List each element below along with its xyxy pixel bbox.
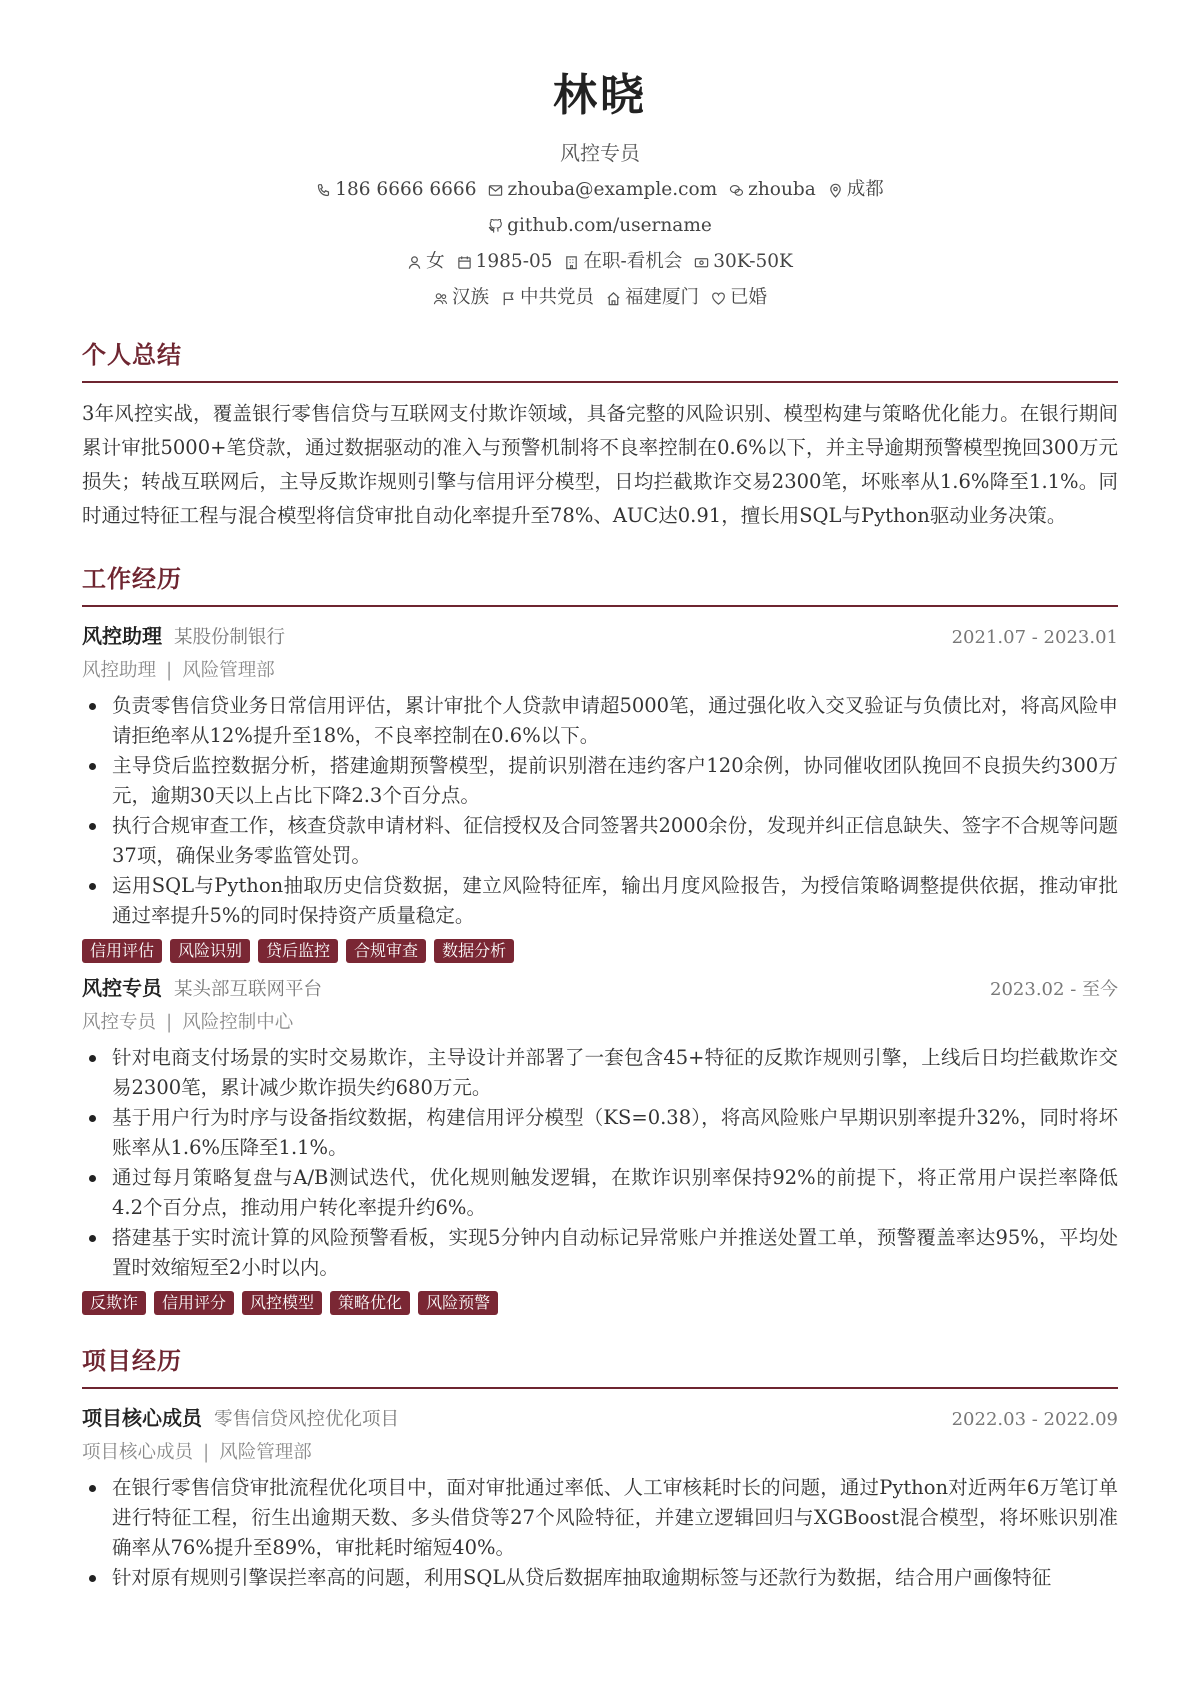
entry-role: 风控助理 xyxy=(82,624,162,648)
skill-tag: 数据分析 xyxy=(434,939,514,963)
money-icon xyxy=(694,255,709,270)
gender-item xyxy=(407,249,445,275)
calendar-icon xyxy=(457,255,472,270)
skill-tag: 风控模型 xyxy=(242,1291,322,1315)
bullet-item: 搭建基于实时流计算的风险预警看板，实现5分钟内自动标记异常账户并推送处置工单，预警覆盖率达95%，平均处置时效缩短至2小时以内。 xyxy=(82,1223,1118,1283)
phone-icon xyxy=(316,183,331,198)
section-title-summary: 个人总结 xyxy=(82,339,1118,383)
skill-tag: 贷后监控 xyxy=(258,939,338,963)
entry-organization: 某股份制银行 xyxy=(174,627,286,648)
bullet-item: 主导贷后监控数据分析，搭建逾期预警模型，提前识别潜在违约客户120余例，协同催收团队挽回不良损失约300万元，逾期30天以上占比下降2.3个百分点。 xyxy=(82,751,1118,811)
entry-role: 风控专员 xyxy=(82,976,162,1000)
entry-department: 风险管理部 xyxy=(182,660,275,681)
skill-tag: 信用评估 xyxy=(82,939,162,963)
entry-date: 2023.02 - 至今 xyxy=(990,979,1118,1000)
bullet-item: 负责零售信贷业务日常信用评估，累计审批个人贷款申请超5000笔，通过强化收入交叉验证与负债比对，将高风险申请拒绝率从12%提升至18%，不良率控制在0.6%以下。 xyxy=(82,691,1118,751)
entry-subtitle xyxy=(82,1438,1118,1468)
wechat-text: zhouba xyxy=(748,179,816,200)
bullet-item: 执行合规审查工作，核查贷款申请材料、征信授权及合同签署共2000余份，发现并纠正信息缺失、签字不合规等问题37项，确保业务零监管处罚。 xyxy=(82,811,1118,871)
skill-tag: 策略优化 xyxy=(330,1291,410,1315)
location-item xyxy=(828,177,884,203)
entry-department: 风险控制中心 xyxy=(182,1012,294,1033)
entry-position: 项目核心成员 xyxy=(82,1442,194,1463)
hometown-text: 福建厦门 xyxy=(625,287,700,308)
skill-tags xyxy=(82,939,1118,963)
entry-subtitle xyxy=(82,1008,1118,1038)
marital-item xyxy=(711,285,767,311)
heart-icon xyxy=(711,291,726,306)
entry-position: 风控助理 xyxy=(82,660,157,681)
entry-bullets xyxy=(82,691,1118,931)
mail-icon xyxy=(488,183,503,198)
entry-header xyxy=(82,621,1118,653)
gender-text: 女 xyxy=(426,251,445,272)
entry-bullets xyxy=(82,1473,1118,1593)
bullet-item: 通过每月策略复盘与A/B测试迭代，优化规则触发逻辑，在欺诈识别率保持92%的前提下，将正常用户误拦率降低4.2个百分点，推动用户转化率提升约6%。 xyxy=(82,1163,1118,1223)
candidate-name: 林晓 xyxy=(553,70,647,121)
location-icon xyxy=(828,183,843,198)
bullet-item: 针对电商支付场景的实时交易欺诈，主导设计并部署了一套包含45+特征的反欺诈规则引擎，上线后日均拦截欺诈交易2300笔，累计减少欺诈损失约680万元。 xyxy=(82,1043,1118,1103)
work-section xyxy=(82,563,1118,1315)
entry-date: 2022.03 - 2022.09 xyxy=(951,1409,1118,1430)
separator: | xyxy=(166,660,173,681)
github-text: github.com/username xyxy=(507,215,712,236)
phone-item[interactable] xyxy=(316,177,476,203)
section-title-projects: 项目经历 xyxy=(82,1345,1118,1389)
entry-role: 项目核心成员 xyxy=(82,1406,202,1430)
political-text: 中共党员 xyxy=(519,287,594,308)
bullet-item: 运用SQL与Python抽取历史信贷数据，建立风险特征库，输出月度风险报告，为授信策略调整提供依据，推动审批通过率提升5%的同时保持资产质量稳定。 xyxy=(82,871,1118,931)
marital-text: 已婚 xyxy=(730,287,768,308)
contact-line-3 xyxy=(82,249,1118,275)
bullet-item: 针对原有规则引擎误拦率高的问题，利用SQL从贷后数据库抽取逾期标签与还款行为数据，结合用户画像特征 xyxy=(82,1563,1118,1593)
email-text: zhouba@example.com xyxy=(507,179,718,200)
entry-subtitle xyxy=(82,656,1118,686)
birth-item xyxy=(457,249,553,275)
entry-date: 2021.07 - 2023.01 xyxy=(951,627,1118,648)
flag-icon xyxy=(501,291,516,306)
political-item xyxy=(501,285,594,311)
status-item xyxy=(564,249,682,275)
entry-bullets xyxy=(82,1043,1118,1283)
skill-tag: 信用评分 xyxy=(154,1291,234,1315)
wechat-icon xyxy=(729,183,744,198)
home-icon xyxy=(606,291,621,306)
work-entry xyxy=(82,973,1118,1315)
skill-tag: 合规审查 xyxy=(346,939,426,963)
resume-header xyxy=(82,0,1118,311)
skill-tag: 风险识别 xyxy=(170,939,250,963)
job-title: 风控专员 xyxy=(560,141,640,165)
contact-line-4 xyxy=(82,285,1118,311)
salary-item xyxy=(694,249,793,275)
section-title-work: 工作经历 xyxy=(82,563,1118,607)
location-text: 成都 xyxy=(846,179,884,200)
ethnicity-text: 汉族 xyxy=(451,287,489,308)
skill-tag: 反欺诈 xyxy=(82,1291,146,1315)
contact-line-1 xyxy=(82,177,1118,203)
work-entry xyxy=(82,621,1118,963)
bullet-item: 在银行零售信贷审批流程优化项目中，面对审批通过率低、人工审核耗时长的问题，通过Python对近两年6万笔订单进行特征工程，衍生出逾期天数、多头借贷等27个风险特征，并建立逻辑回归与XGBoost混合模型，将坏账识别准确率从76%提升至89%，审批耗时缩短40%。 xyxy=(82,1473,1118,1563)
github-item[interactable] xyxy=(488,213,712,239)
entry-header xyxy=(82,1403,1118,1435)
entry-department: 风险管理部 xyxy=(219,1442,312,1463)
entry-organization: 某头部互联网平台 xyxy=(174,979,323,1000)
entry-organization: 零售信贷风控优化项目 xyxy=(214,1409,400,1430)
status-text: 在职-看机会 xyxy=(583,251,683,272)
separator: | xyxy=(166,1012,173,1033)
email-item[interactable] xyxy=(488,177,717,203)
birth-text: 1985-05 xyxy=(475,251,553,272)
summary-text: 3年风控实战，覆盖银行零售信贷与互联网支付欺诈领域，具备完整的风险识别、模型构建与策略优化能力。在银行期间累计审批5000+笔贷款，通过数据驱动的准入与预警机制将不良率控制在0.6%以下，并主导逾期预警模型挽回300万元损失；转战互联网后，主导反欺诈规则引擎与信用评分模型，日均拦截欺诈交易2300笔，坏账率从1.6%降至1.1%。同时通过特征工程与混合模型将信贷审批自动化率提升至78%、AUC达0.91，擅长用SQL与Python驱动业务决策。 xyxy=(82,402,1118,527)
entry-position: 风控专员 xyxy=(82,1012,157,1033)
phone-text: 186 6666 6666 xyxy=(335,179,477,200)
bullet-item: 基于用户行为时序与设备指纹数据，构建信用评分模型（KS=0.38），将高风险账户早期识别率提升32%，同时将坏账率从1.6%压降至1.1%。 xyxy=(82,1103,1118,1163)
projects-section xyxy=(82,1345,1118,1593)
wechat-item[interactable] xyxy=(729,177,816,203)
contact-line-2 xyxy=(82,213,1118,239)
ethnicity-item xyxy=(433,285,489,311)
people-icon xyxy=(433,291,448,306)
github-icon xyxy=(488,219,503,234)
project-entry xyxy=(82,1403,1118,1593)
salary-text: 30K-50K xyxy=(713,251,793,272)
summary-section xyxy=(82,339,1118,533)
entry-header xyxy=(82,973,1118,1005)
skill-tag: 风险预警 xyxy=(418,1291,498,1315)
hometown-item xyxy=(606,285,699,311)
building-icon xyxy=(564,255,579,270)
skill-tags xyxy=(82,1291,1118,1315)
person-icon xyxy=(407,255,422,270)
separator: | xyxy=(203,1442,210,1463)
